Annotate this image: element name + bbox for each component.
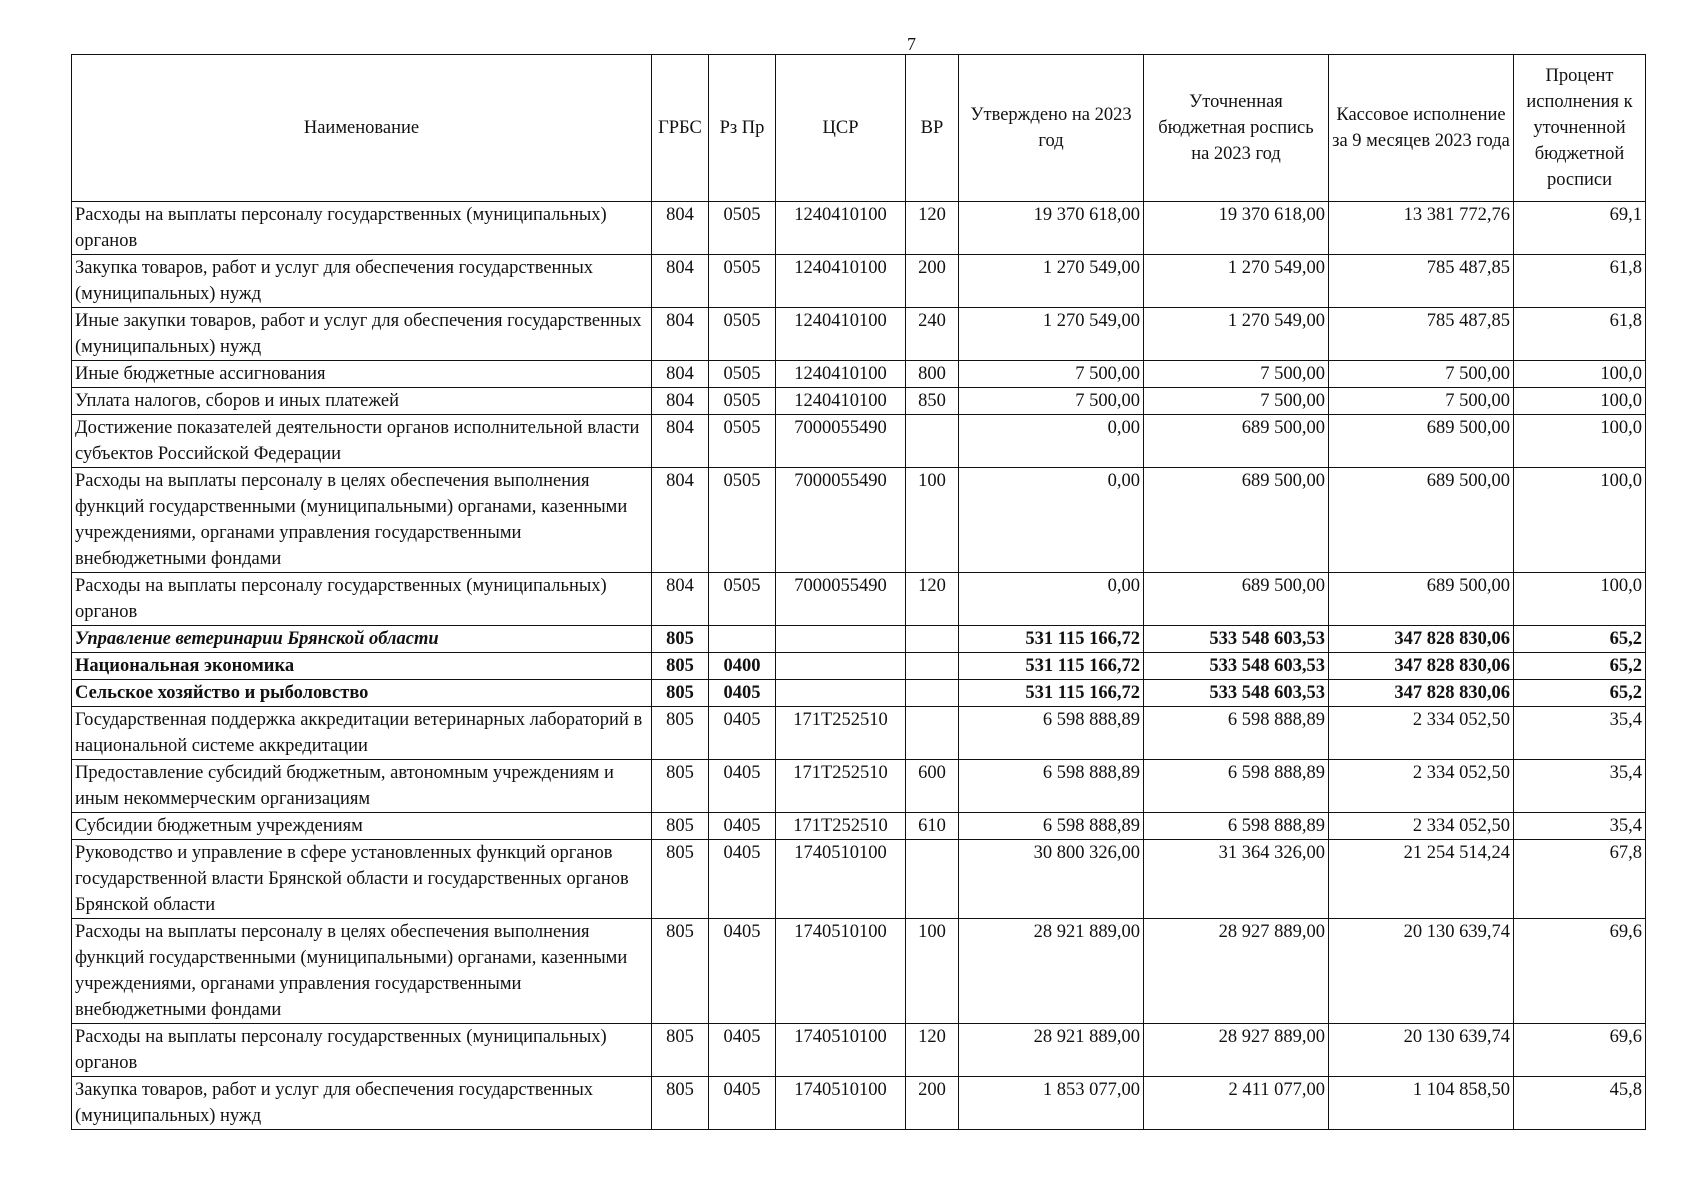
cell-grbs: 805 [652,626,709,653]
cell-refined: 689 500,00 [1144,573,1329,626]
cell-grbs: 804 [652,468,709,573]
cell-grbs: 805 [652,653,709,680]
cell-name: Уплата налогов, сборов и иных платежей [72,388,652,415]
cell-executed: 689 500,00 [1329,573,1514,626]
cell-grbs: 805 [652,840,709,919]
cell-vr [906,415,959,468]
cell-csr: 1240410100 [776,361,906,388]
cell-vr [906,653,959,680]
cell-percent: 35,4 [1514,813,1646,840]
cell-rzpr: 0505 [709,308,776,361]
cell-executed: 7 500,00 [1329,388,1514,415]
cell-refined: 28 927 889,00 [1144,1024,1329,1077]
header-name: Наименование [72,55,652,202]
cell-grbs: 804 [652,308,709,361]
page-number [0,34,1693,55]
cell-grbs: 804 [652,573,709,626]
cell-executed: 347 828 830,06 [1329,626,1514,653]
cell-csr [776,680,906,707]
cell-rzpr: 0505 [709,255,776,308]
cell-vr [906,707,959,760]
cell-grbs: 805 [652,680,709,707]
cell-name: Расходы на выплаты персоналу государственных (муниципальных) органов [72,202,652,255]
cell-vr: 200 [906,255,959,308]
cell-rzpr: 0505 [709,468,776,573]
cell-percent: 69,1 [1514,202,1646,255]
cell-vr: 100 [906,919,959,1024]
cell-percent: 61,8 [1514,308,1646,361]
table-row [72,1077,1646,1130]
cell-refined: 31 364 326,00 [1144,840,1329,919]
cell-approved: 19 370 618,00 [959,202,1144,255]
cell-percent: 69,6 [1514,1024,1646,1077]
cell-rzpr: 0405 [709,760,776,813]
table-row [72,840,1646,919]
table-row-section-total [72,680,1646,707]
table-row [72,255,1646,308]
cell-approved: 531 115 166,72 [959,653,1144,680]
cell-percent: 100,0 [1514,573,1646,626]
cell-grbs: 804 [652,415,709,468]
cell-grbs: 805 [652,1024,709,1077]
table-header-row [72,55,1646,202]
cell-csr: 1240410100 [776,388,906,415]
cell-name: Закупка товаров, работ и услуг для обеспечения государственных (муниципальных) нужд [72,1077,652,1130]
table-row [72,813,1646,840]
cell-executed: 20 130 639,74 [1329,919,1514,1024]
cell-vr: 120 [906,1024,959,1077]
cell-executed: 785 487,85 [1329,255,1514,308]
header-approved: Утверждено на 2023 год [959,55,1144,202]
cell-percent: 67,8 [1514,840,1646,919]
cell-name: Расходы на выплаты персоналу государственных (муниципальных) органов [72,1024,652,1077]
cell-percent: 45,8 [1514,1077,1646,1130]
cell-grbs: 804 [652,388,709,415]
cell-percent: 65,2 [1514,626,1646,653]
table-row [72,707,1646,760]
cell-csr: 1240410100 [776,202,906,255]
cell-rzpr: 0405 [709,840,776,919]
cell-vr [906,680,959,707]
cell-rzpr: 0505 [709,573,776,626]
header-refined: Уточненная бюджетная роспись на 2023 год [1144,55,1329,202]
cell-rzpr: 0405 [709,707,776,760]
cell-refined: 19 370 618,00 [1144,202,1329,255]
table-row [72,308,1646,361]
cell-grbs: 805 [652,813,709,840]
cell-csr: 171Т252510 [776,707,906,760]
cell-executed: 785 487,85 [1329,308,1514,361]
cell-percent: 100,0 [1514,361,1646,388]
cell-grbs: 805 [652,1077,709,1130]
cell-percent: 100,0 [1514,415,1646,468]
cell-csr: 7000055490 [776,415,906,468]
cell-approved: 6 598 888,89 [959,760,1144,813]
cell-name: Управление ветеринарии Брянской области [72,626,652,653]
cell-grbs: 805 [652,760,709,813]
cell-csr [776,626,906,653]
cell-grbs: 804 [652,202,709,255]
header-csr: ЦСР [776,55,906,202]
cell-refined: 7 500,00 [1144,361,1329,388]
table-row [72,760,1646,813]
cell-vr: 240 [906,308,959,361]
cell-vr: 200 [906,1077,959,1130]
cell-rzpr: 0400 [709,653,776,680]
cell-rzpr: 0405 [709,919,776,1024]
cell-refined: 6 598 888,89 [1144,760,1329,813]
table-row [72,468,1646,573]
cell-vr: 120 [906,202,959,255]
cell-percent: 65,2 [1514,680,1646,707]
cell-refined: 1 270 549,00 [1144,255,1329,308]
cell-csr: 1740510100 [776,919,906,1024]
cell-vr: 610 [906,813,959,840]
cell-rzpr: 0405 [709,1024,776,1077]
cell-refined: 533 548 603,53 [1144,653,1329,680]
cell-csr: 1240410100 [776,255,906,308]
cell-executed: 2 334 052,50 [1329,707,1514,760]
cell-name: Расходы на выплаты персоналу в целях обеспечения выполнения функций государственными (муниципальными) органами, казенными учреждениями, органами управления государственными внебюджетными фондами [72,468,652,573]
page-number-value: 7 [903,34,920,55]
cell-csr: 7000055490 [776,468,906,573]
cell-approved: 531 115 166,72 [959,680,1144,707]
cell-name: Расходы на выплаты персоналу в целях обеспечения выполнения функций государственными (муниципальными) органами, казенными учреждениями, органами управления государственными внебюджетными фондами [72,919,652,1024]
cell-grbs: 804 [652,361,709,388]
cell-csr: 1740510100 [776,840,906,919]
cell-approved: 28 921 889,00 [959,1024,1144,1077]
cell-executed: 2 334 052,50 [1329,813,1514,840]
cell-executed: 689 500,00 [1329,468,1514,573]
cell-executed: 7 500,00 [1329,361,1514,388]
cell-csr: 7000055490 [776,573,906,626]
cell-rzpr [709,626,776,653]
cell-grbs: 805 [652,707,709,760]
table-row [72,202,1646,255]
cell-executed: 347 828 830,06 [1329,680,1514,707]
cell-name: Предоставление субсидий бюджетным, автономным учреждениям и иным некоммерческим организациям [72,760,652,813]
cell-csr: 171Т252510 [776,760,906,813]
cell-name: Национальная экономика [72,653,652,680]
cell-grbs: 804 [652,255,709,308]
table-row [72,415,1646,468]
header-percent: Процент исполнения к уточненной бюджетной росписи [1514,55,1646,202]
cell-vr: 120 [906,573,959,626]
cell-approved: 1 853 077,00 [959,1077,1144,1130]
cell-csr: 1740510100 [776,1077,906,1130]
cell-vr: 800 [906,361,959,388]
cell-name: Руководство и управление в сфере установленных функций органов государственной власти Брянской области и государственных органов Брянской области [72,840,652,919]
cell-approved: 1 270 549,00 [959,255,1144,308]
cell-refined: 689 500,00 [1144,415,1329,468]
table-row [72,361,1646,388]
header-executed: Кассовое исполнение за 9 месяцев 2023 года [1329,55,1514,202]
cell-refined: 6 598 888,89 [1144,707,1329,760]
cell-executed: 347 828 830,06 [1329,653,1514,680]
cell-approved: 30 800 326,00 [959,840,1144,919]
table-row [72,573,1646,626]
cell-vr: 600 [906,760,959,813]
cell-vr: 100 [906,468,959,573]
cell-approved: 6 598 888,89 [959,707,1144,760]
cell-percent: 69,6 [1514,919,1646,1024]
cell-grbs: 805 [652,919,709,1024]
cell-executed: 689 500,00 [1329,415,1514,468]
cell-approved: 0,00 [959,573,1144,626]
cell-approved: 6 598 888,89 [959,813,1144,840]
budget-execution-table [71,54,1646,1130]
cell-rzpr: 0505 [709,415,776,468]
cell-approved: 7 500,00 [959,361,1144,388]
cell-vr [906,626,959,653]
header-vr: ВР [906,55,959,202]
cell-name: Достижение показателей деятельности органов исполнительной власти субъектов Российской Федерации [72,415,652,468]
cell-rzpr: 0405 [709,680,776,707]
cell-rzpr: 0405 [709,1077,776,1130]
table-row [72,388,1646,415]
cell-rzpr: 0505 [709,388,776,415]
cell-csr: 1240410100 [776,308,906,361]
cell-approved: 28 921 889,00 [959,919,1144,1024]
cell-percent: 61,8 [1514,255,1646,308]
cell-refined: 533 548 603,53 [1144,680,1329,707]
cell-rzpr: 0505 [709,202,776,255]
cell-csr [776,653,906,680]
cell-refined: 6 598 888,89 [1144,813,1329,840]
cell-refined: 1 270 549,00 [1144,308,1329,361]
cell-executed: 20 130 639,74 [1329,1024,1514,1077]
cell-approved: 531 115 166,72 [959,626,1144,653]
header-grbs: ГРБС [652,55,709,202]
table-row [72,1024,1646,1077]
cell-percent: 35,4 [1514,760,1646,813]
cell-approved: 7 500,00 [959,388,1144,415]
cell-approved: 0,00 [959,415,1144,468]
cell-csr: 1740510100 [776,1024,906,1077]
cell-refined: 689 500,00 [1144,468,1329,573]
cell-rzpr: 0505 [709,361,776,388]
table-row [72,919,1646,1024]
cell-refined: 7 500,00 [1144,388,1329,415]
cell-name: Расходы на выплаты персоналу государственных (муниципальных) органов [72,573,652,626]
header-rzpr: Рз Пр [709,55,776,202]
cell-name: Иные бюджетные ассигнования [72,361,652,388]
cell-csr: 171Т252510 [776,813,906,840]
cell-name: Закупка товаров, работ и услуг для обеспечения государственных (муниципальных) нужд [72,255,652,308]
cell-refined: 2 411 077,00 [1144,1077,1329,1130]
table-row-section-total [72,626,1646,653]
cell-executed: 2 334 052,50 [1329,760,1514,813]
cell-refined: 533 548 603,53 [1144,626,1329,653]
cell-rzpr: 0405 [709,813,776,840]
cell-refined: 28 927 889,00 [1144,919,1329,1024]
cell-name: Иные закупки товаров, работ и услуг для обеспечения государственных (муниципальных) нужд [72,308,652,361]
cell-executed: 13 381 772,76 [1329,202,1514,255]
cell-executed: 1 104 858,50 [1329,1077,1514,1130]
cell-name: Государственная поддержка аккредитации ветеринарных лабораторий в национальной системе аккредитации [72,707,652,760]
cell-percent: 35,4 [1514,707,1646,760]
table-row-section-total [72,653,1646,680]
cell-name: Сельское хозяйство и рыболовство [72,680,652,707]
cell-percent: 65,2 [1514,653,1646,680]
cell-percent: 100,0 [1514,468,1646,573]
cell-vr [906,840,959,919]
cell-approved: 0,00 [959,468,1144,573]
cell-vr: 850 [906,388,959,415]
cell-approved: 1 270 549,00 [959,308,1144,361]
cell-percent: 100,0 [1514,388,1646,415]
cell-executed: 21 254 514,24 [1329,840,1514,919]
cell-name: Субсидии бюджетным учреждениям [72,813,652,840]
